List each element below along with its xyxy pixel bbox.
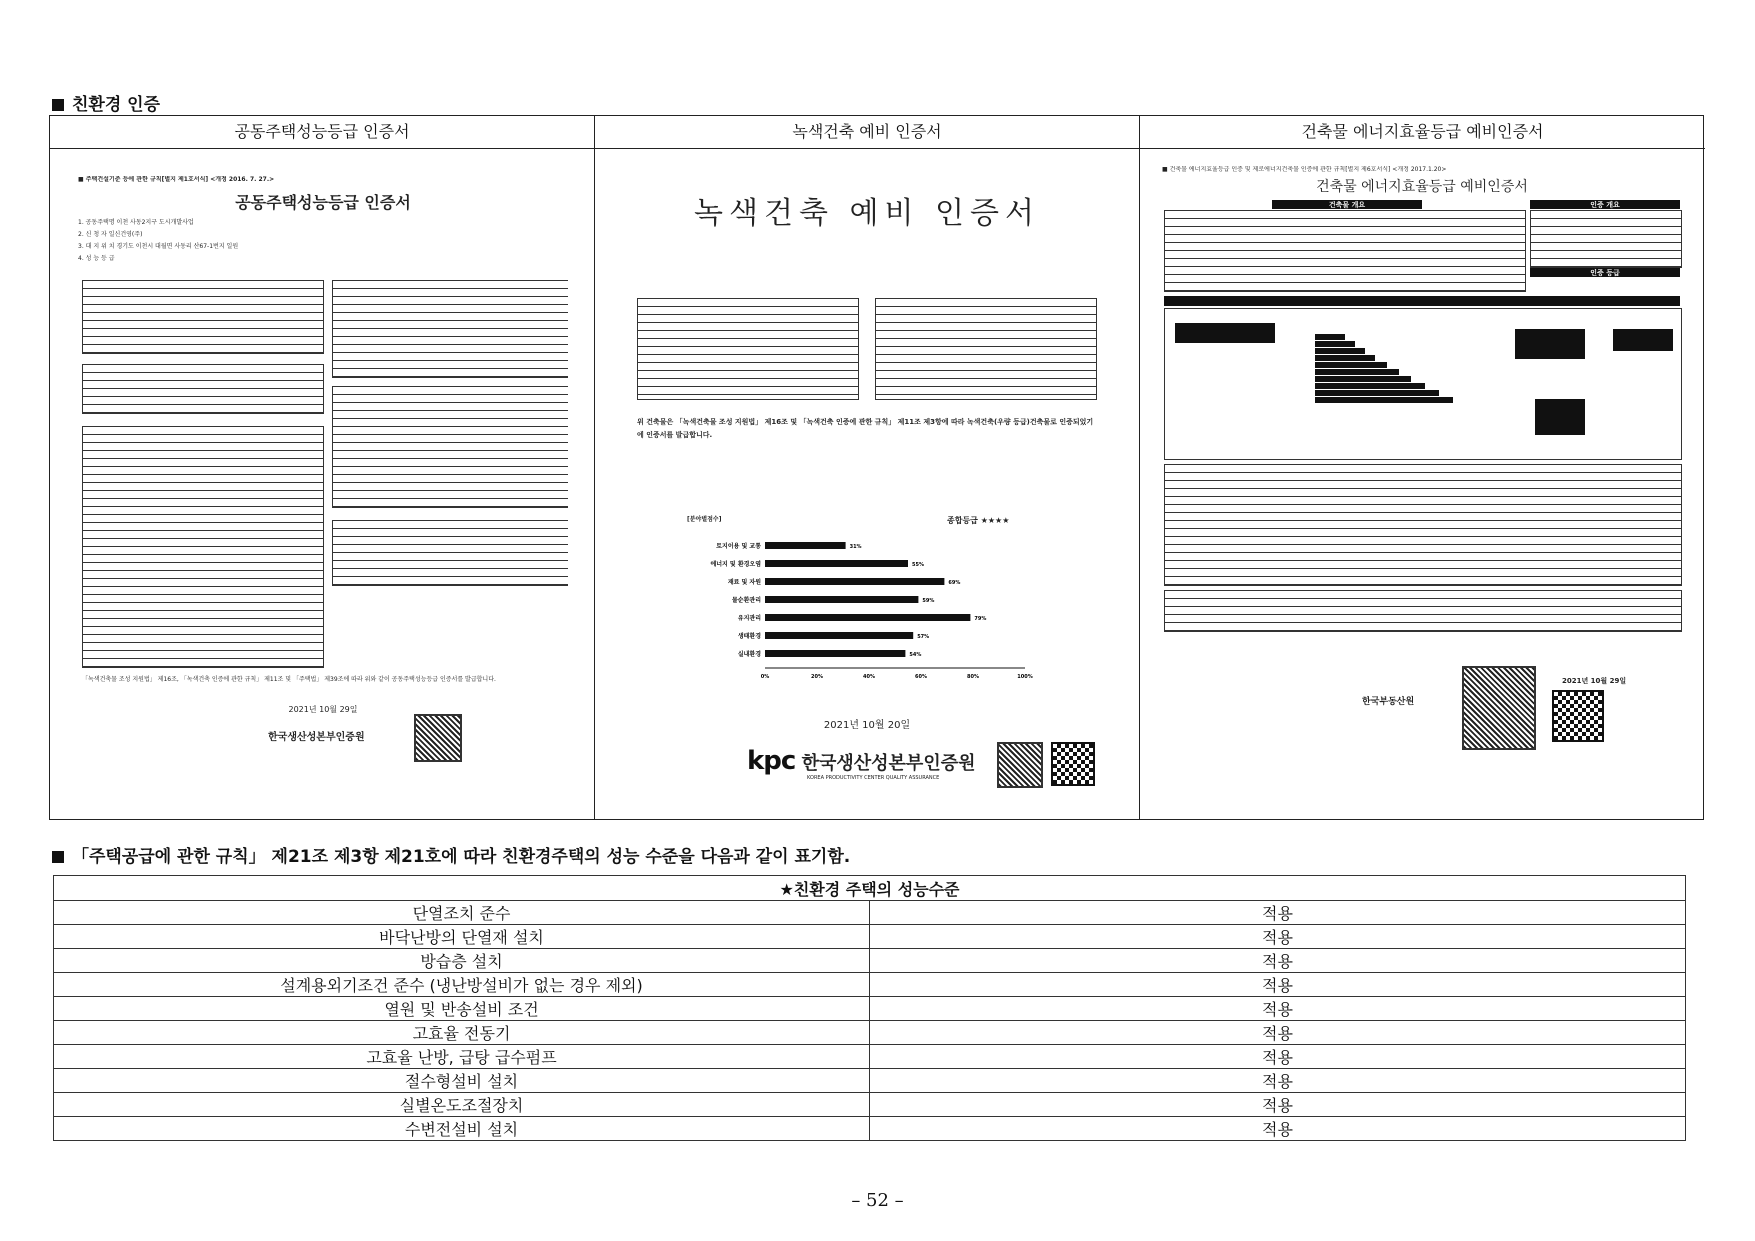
row-item: 방습층 설치 (54, 949, 870, 973)
kpc-logo-icon: kpc (747, 746, 796, 776)
grade-table-noise (82, 280, 324, 354)
cert-header: 공동주택성능등급 인증서 (50, 116, 594, 149)
category-score-chart (687, 534, 1047, 694)
table-row (54, 949, 1686, 973)
green-building-certificate (617, 168, 1117, 808)
square-bullet-icon (52, 851, 64, 863)
cert3-building-info (1164, 210, 1526, 292)
cert1-line-1: 1. 공동주택명 이천 사동2지구 도시개발사업 (78, 219, 194, 226)
category-label: 생태환경 (737, 633, 761, 640)
cert1-date: 2021년 10월 29일 (288, 705, 358, 714)
cert3-top-note: ■ 건축물 에너지효율등급 인증 및 제로에너지건축물 인증에 관한 규칙[별지 제6호서식] <개정 2017.1.20> (1162, 166, 1447, 173)
page-number: – 52 – (851, 1190, 904, 1211)
table-row (54, 1093, 1686, 1117)
cert2-cert-info (875, 298, 1097, 400)
score-bar (765, 542, 846, 549)
grade-table-fire (332, 520, 568, 586)
value-label: 55% (912, 562, 924, 568)
category-label: 토지이용 및 교통 (716, 543, 761, 550)
cert3-box1-header: 건축물 개요 (1272, 200, 1422, 209)
row-item: 절수형설비 설치 (54, 1069, 870, 1093)
score-bar (765, 632, 913, 639)
value-label: 57% (917, 634, 930, 640)
score-bar (765, 578, 944, 585)
value-label: 79% (974, 616, 987, 622)
cert-column-green (595, 116, 1140, 819)
category-label: 물순환관리 (732, 597, 761, 604)
issuer-seal-icon (414, 714, 462, 762)
grade-table-environment (82, 426, 324, 668)
housing-performance-certificate (78, 176, 568, 776)
row-item: 바닥난방의 단열재 설치 (54, 925, 870, 949)
cert2-issuer: kpc 한국생산성본부인증원 (747, 746, 976, 776)
square-bullet-icon (52, 99, 64, 111)
eco-housing-performance-table (53, 875, 1686, 1141)
table-row (54, 1045, 1686, 1069)
chart-caption: [분야별점수] (687, 516, 722, 523)
cert3-perf-bar (1164, 296, 1680, 306)
cert3-issuer: 한국부동산원 (1362, 697, 1415, 707)
table-row (54, 1021, 1686, 1045)
row-item: 설계용외기조건 준수 (냉난방설비가 없는 경우 제외) (54, 973, 870, 997)
cert3-grade-header: 인증 등급 (1530, 268, 1680, 277)
issuer-seal-icon (997, 742, 1043, 788)
cert3-title: 건축물 에너지효율등급 예비인증서 (1316, 179, 1528, 195)
cert1-footer: 「녹색건축물 조성 지원법」 제16조, 「녹색건축 인증에 관한 규칙」 제11조 및 「주택법」 제39조에 따라 위와 같이 공동주택성능등급 인증서를 발급합니다. (82, 676, 496, 683)
energy-grade-graph (1164, 308, 1682, 460)
cert-header: 건축물 에너지효율등급 예비인증서 (1140, 116, 1705, 149)
row-item: 고효율 난방, 급탕 급수펌프 (54, 1045, 870, 1069)
cert3-notes (1164, 590, 1682, 632)
cert1-top-note: ■ 주택건설기준 등에 관한 규칙[별지 제1호서식] <개정 2016. 7. 27.> (78, 176, 275, 183)
cert-header: 녹색건축 예비 인증서 (595, 116, 1139, 149)
qr-code-icon (1552, 690, 1604, 742)
score-bar (765, 614, 970, 621)
row-item: 고효율 전동기 (54, 1021, 870, 1045)
grade-table-living (332, 386, 568, 508)
cert1-issuer: 한국생산성본부인증원 (268, 732, 365, 743)
row-value: 적용 (870, 1045, 1686, 1069)
x-tick-label: 100% (1017, 674, 1033, 680)
category-label: 유지관리 (737, 615, 761, 622)
grade-table-maintenance (82, 364, 324, 414)
x-tick-label: 20% (811, 674, 823, 680)
cert-column-housing (50, 116, 595, 819)
cert2-issuer-en: KOREA PRODUCTIVITY CENTER QUALITY ASSURANCE (807, 775, 940, 781)
grade-arrow-icon (1175, 323, 1275, 343)
cert3-energy-table (1164, 464, 1682, 586)
x-tick-label: 60% (915, 674, 927, 680)
row-value: 적용 (870, 901, 1686, 925)
table-row (54, 925, 1686, 949)
cert2-building-info (637, 298, 859, 400)
certificate-panel (49, 115, 1704, 820)
grade-arrow-icon (1515, 329, 1585, 359)
category-label: 재료 및 자원 (727, 579, 761, 586)
table-row (54, 901, 1686, 925)
cert1-line-2: 2. 신 청 자 일신건영(주) (78, 231, 143, 238)
row-item: 열원 및 반송설비 조건 (54, 997, 870, 1021)
cert1-line-3: 3. 대 지 위 치 경기도 이천시 대월면 사동리 산67-1번지 일원 (78, 243, 239, 250)
category-label: 실내환경 (737, 651, 761, 658)
cert1-title: 공동주택성능등급 인증서 (235, 193, 411, 212)
row-value: 적용 (870, 949, 1686, 973)
table-row (54, 973, 1686, 997)
cert1-line-4: 4. 성 능 등 급 (78, 255, 115, 262)
grade-block-icon (1535, 399, 1585, 435)
row-value: 적용 (870, 1117, 1686, 1141)
cert2-title: 녹색건축 예비 인증서 (694, 196, 1040, 231)
section-title-performance: 「주택공급에 관한 규칙」 제21조 제3항 제21호에 따라 친환경주택의 성능 수준을 다음과 같이 표기함. (52, 842, 850, 867)
score-bar (765, 650, 905, 657)
cert2-body: 위 건축물은 「녹색건축물 조성 지원법」 제16조 및 「녹색건축 인증에 관한 규칙」 제11조 제3항에 따라 녹색건축(우량 등급)건축물로 인증되었기에 인증서를 발급합니다. (637, 418, 1094, 439)
x-tick-label: 40% (863, 674, 875, 680)
table-row (54, 1117, 1686, 1141)
cert-column-energy (1140, 116, 1705, 819)
cert3-box2-header: 인증 개요 (1530, 200, 1680, 209)
official-seal-icon (1462, 666, 1536, 750)
cert3-date: 2021년 10월 29일 (1562, 677, 1627, 685)
qr-code-icon (1051, 742, 1095, 786)
row-value: 적용 (870, 925, 1686, 949)
row-item: 단열조치 준수 (54, 901, 870, 925)
score-bar (765, 596, 918, 603)
value-label: 31% (849, 544, 862, 550)
grade-arrow-icon (1613, 329, 1673, 351)
section-title-eco-cert: 친환경 인증 (52, 90, 160, 115)
energy-efficiency-certificate (1162, 166, 1682, 776)
cert2-date: 2021년 10월 20일 (823, 720, 911, 731)
overall-grade: 종합등급 ★★★★ (947, 516, 1010, 525)
row-value: 적용 (870, 973, 1686, 997)
category-label: 에너지 및 환경오염 (710, 561, 761, 568)
row-value: 적용 (870, 1021, 1686, 1045)
cert3-cert-info (1530, 210, 1682, 268)
value-label: 59% (922, 598, 935, 604)
row-item: 실별온도조절장치 (54, 1093, 870, 1117)
x-tick-label: 80% (967, 674, 979, 680)
table-header: ★친환경 주택의 성능수준 (54, 876, 1686, 901)
value-label: 69% (948, 580, 961, 586)
row-value: 적용 (870, 997, 1686, 1021)
grade-table-structure (332, 280, 568, 378)
row-value: 적용 (870, 1093, 1686, 1117)
score-bar (765, 560, 908, 567)
row-item: 수변전설비 설치 (54, 1117, 870, 1141)
table-row (54, 1069, 1686, 1093)
x-tick-label: 0% (760, 674, 770, 680)
table-row (54, 997, 1686, 1021)
value-label: 54% (909, 652, 922, 658)
row-value: 적용 (870, 1069, 1686, 1093)
